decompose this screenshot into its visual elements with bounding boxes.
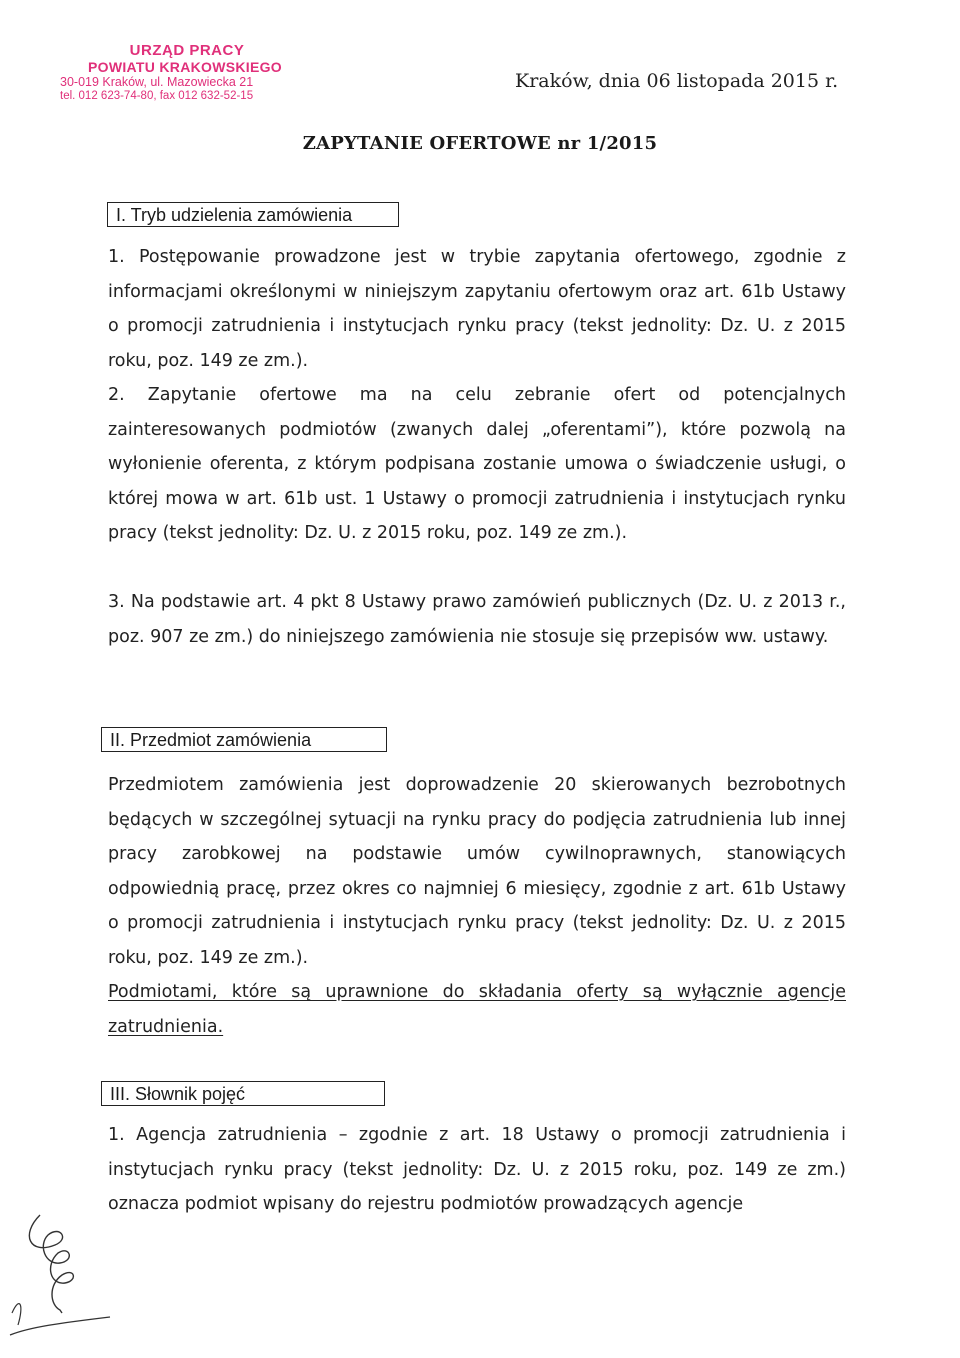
section-3-point-1: 1. Agencja zatrudnienia – zgodnie z art. 18 Ustawy o promocji zatrudnienia i instytucjach rynku pracy (tekst jednolity: Dz. U. z 2015 roku, poz. 149 ze zm.) oznacza podmiot wpisany do rejestru podmiotów prowadzących agencje [108, 1125, 846, 1214]
section-1-point-1: 1. Postępowanie prowadzone jest w trybie zapytania ofertowego, zgodnie z informacjami określonymi w niniejszym zapytaniu ofertowym oraz art. 61b Ustawy o promocji zatrudnienia i instytucjach rynku pracy (tekst jednolity: Dz. U. z 2015 roku, poz. 149 ze zm.). [108, 247, 846, 371]
section-2-heading: II. Przedmiot zamówienia [101, 727, 387, 752]
section-3-heading: III. Słownik pojęć [101, 1081, 385, 1106]
place-date: Kraków, dnia 06 listopada 2015 r. [515, 70, 839, 92]
handwritten-initials [0, 1195, 120, 1345]
stamp-line-office: URZĄD PRACY [129, 42, 245, 59]
section-2-paragraph: Przedmiotem zamówienia jest doprowadzenie 20 skierowanych bezrobotnych będących w szczególnej sytuacji na rynku pracy do podjęcia zatrudnienia lub innej pracy zarobkowej na podstawie umów cywilnoprawnych, stanowiących odpowiednią pracę, przez okres co najmniej 6 miesięcy, zgodnie z art. 61b Ustawy o promocji zatrudnienia i instytucjach rynku pracy (tekst jednolity: Dz. U. z 2015 roku, poz. 149 ze zm.). [108, 775, 846, 968]
section-2-eligibility-note: Podmiotami, które są uprawnione do składania oferty są wyłącznie agencje zatrudnienia. [108, 982, 846, 1037]
stamp-line-phone: tel. 012 623-74-80, fax 012 632-52-15 [60, 89, 254, 102]
document-title: ZAPYTANIE OFERTOWE nr 1/2015 [302, 133, 658, 154]
office-stamp [60, 42, 310, 103]
section-1-heading: I. Tryb udzielenia zamówienia [107, 202, 399, 227]
section-1-point-3: 3. Na podstawie art. 4 pkt 8 Ustawy prawo zamówień publicznych (Dz. U. z 2013 r., poz. 907 ze zm.) do niniejszego zamówienia nie stosuje się przepisów ww. ustawy. [108, 592, 846, 647]
stamp-line-county: POWIATU KRAKOWSKIEGO [88, 59, 282, 76]
section-1-point-2: 2. Zapytanie ofertowe ma na celu zebranie ofert od potencjalnych zainteresowanych podmiotów (zwanych dalej „oferentami”), które pozwolą na wyłonienie oferenta, z którym podpisana zostanie umowa o świadczenie usługi, o której mowa w art. 61b ust. 1 Ustawy o promocji zatrudnienia i instytucjach rynku pracy (tekst jednolity: Dz. U. z 2015 roku, poz. 149 ze zm.). [108, 385, 846, 543]
stamp-line-address: 30-019 Kraków, ul. Mazowiecka 21 [60, 75, 254, 90]
